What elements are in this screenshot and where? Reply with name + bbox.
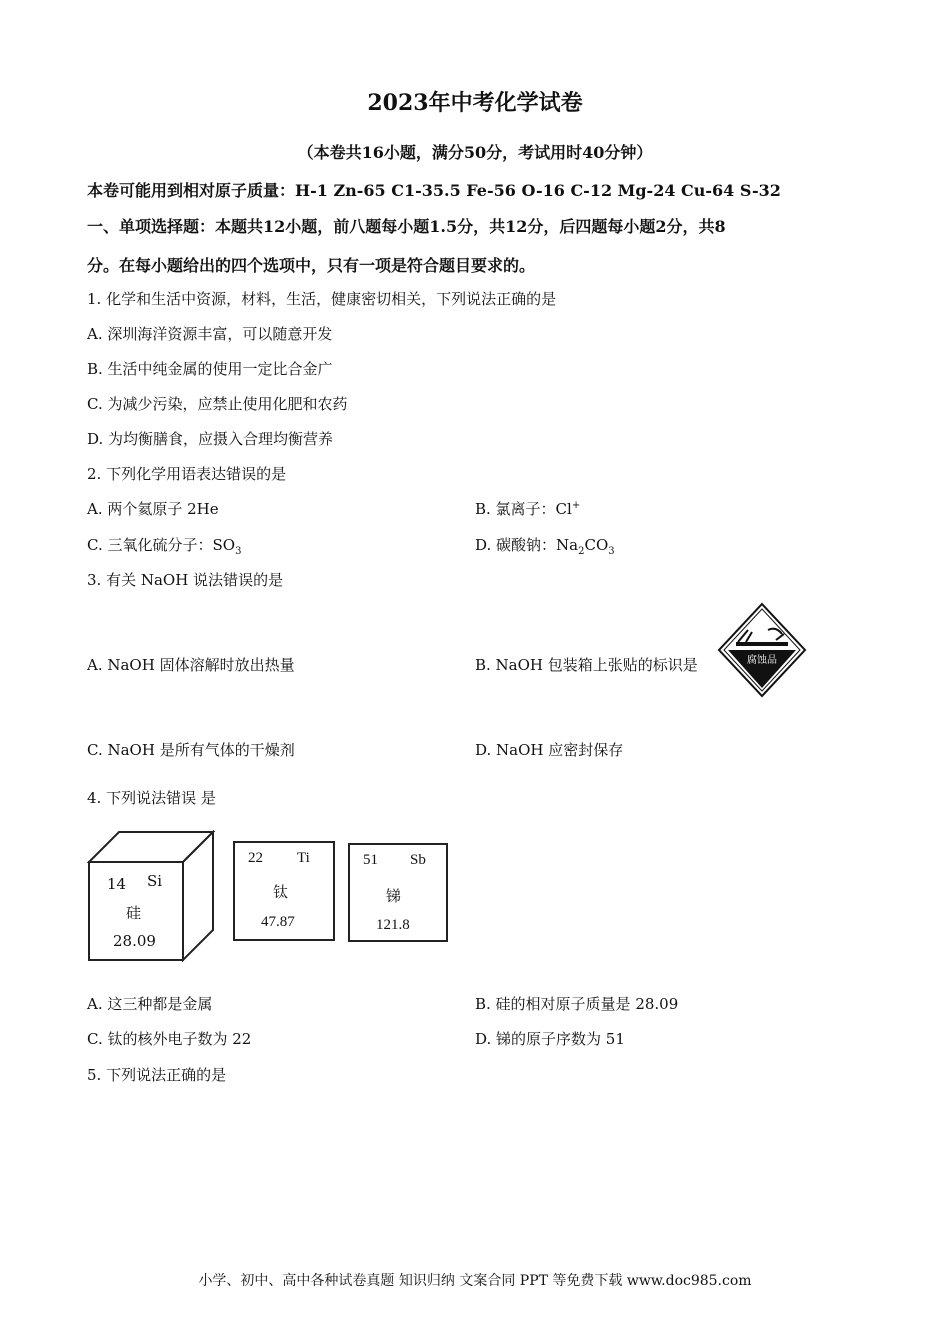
corrosive-sign-label: 腐蚀品 — [747, 655, 777, 666]
element-box-ti — [233, 841, 335, 941]
q2-option-c: C. 三氧化硫分子：$SO_3$ — [87, 536, 242, 557]
si-atomic-mass: 28.09 — [113, 932, 156, 950]
atomic-mass-line: 本卷可能用到相对原子质量：H-1 Zn-65 C1-35.5 Fe-56 O-16 C-12 Mg-24 Cu-64 S-32 — [87, 181, 781, 200]
ti-atomic-number: 22 — [248, 850, 263, 866]
si-symbol: Si — [147, 872, 163, 890]
q4-option-d: D. 锑的原子序数为 51 — [475, 1030, 625, 1048]
ti-name: 钛 — [273, 885, 289, 901]
q1-option-c: C. 为减少污染，应禁止使用化肥和农药 — [87, 395, 348, 413]
q1-stem: 1. 化学和生活中资源，材料，生活，健康密切相关，下列说法正确的是 — [87, 290, 557, 308]
sb-symbol: Sb — [410, 852, 426, 868]
q3-option-a: A. NaOH 固体溶解时放出热量 — [87, 656, 295, 674]
q4-stem: 4. 下列说法错误 是 — [87, 789, 216, 807]
ti-atomic-mass: 47.87 — [261, 914, 295, 930]
page-footer: 小学、初中、高中各种试卷真题 知识归纳 文案合同 PPT 等免费下载 www.doc985.com — [198, 1273, 752, 1289]
corrosive-hazard-icon — [716, 602, 808, 698]
section-heading-line2: 分。在每小题给出的四个选项中，只有一项是符合题目要求的。 — [87, 256, 536, 275]
q3-stem: 3. 有关 NaOH 说法错误的是 — [87, 571, 284, 589]
sb-name: 锑 — [386, 889, 402, 905]
q2-option-a: A. 两个氦原子 2He — [87, 500, 219, 518]
q3-option-b: B. NaOH 包装箱上张贴的标识是 — [475, 656, 698, 674]
q1-option-a: A. 深圳海洋资源丰富，可以随意开发 — [87, 325, 333, 343]
si-name: 硅 — [126, 904, 142, 922]
exam-info: （本卷共16小题，满分50分，考试用时40分钟） — [297, 143, 653, 162]
q3-option-d: D. NaOH 应密封保存 — [475, 741, 624, 759]
q4-option-b: B. 硅的相对原子质量是 28.09 — [475, 995, 679, 1013]
q2-option-b: B. 氯离子：Cl+ — [475, 500, 581, 518]
page-title: 2023年中考化学试卷 — [367, 90, 583, 116]
si-atomic-number: 14 — [107, 875, 127, 893]
q1-option-b: B. 生活中纯金属的使用一定比合金广 — [87, 360, 333, 378]
q5-stem: 5. 下列说法正确的是 — [87, 1066, 227, 1084]
section-heading-line1: 一、单项选择题：本题共12小题，前八题每小题1.5分，共12分，后四题每小题2分，共8 — [87, 217, 726, 236]
q4-option-c: C. 钛的核外电子数为 22 — [87, 1030, 252, 1048]
sb-atomic-mass: 121.8 — [376, 917, 410, 933]
q2-stem: 2. 下列化学用语表达错误的是 — [87, 465, 287, 483]
ti-symbol: Ti — [297, 850, 310, 866]
q2-option-d: D. 碳酸钠：$Na_2CO_3$ — [475, 536, 615, 557]
element-box-sb — [348, 843, 448, 942]
q4-option-a: A. 这三种都是金属 — [87, 995, 213, 1013]
q3-option-c: C. NaOH 是所有气体的干燥剂 — [87, 741, 295, 759]
sb-atomic-number: 51 — [363, 852, 378, 868]
q1-option-d: D. 为均衡膳食，应摄入合理均衡营养 — [87, 430, 334, 448]
